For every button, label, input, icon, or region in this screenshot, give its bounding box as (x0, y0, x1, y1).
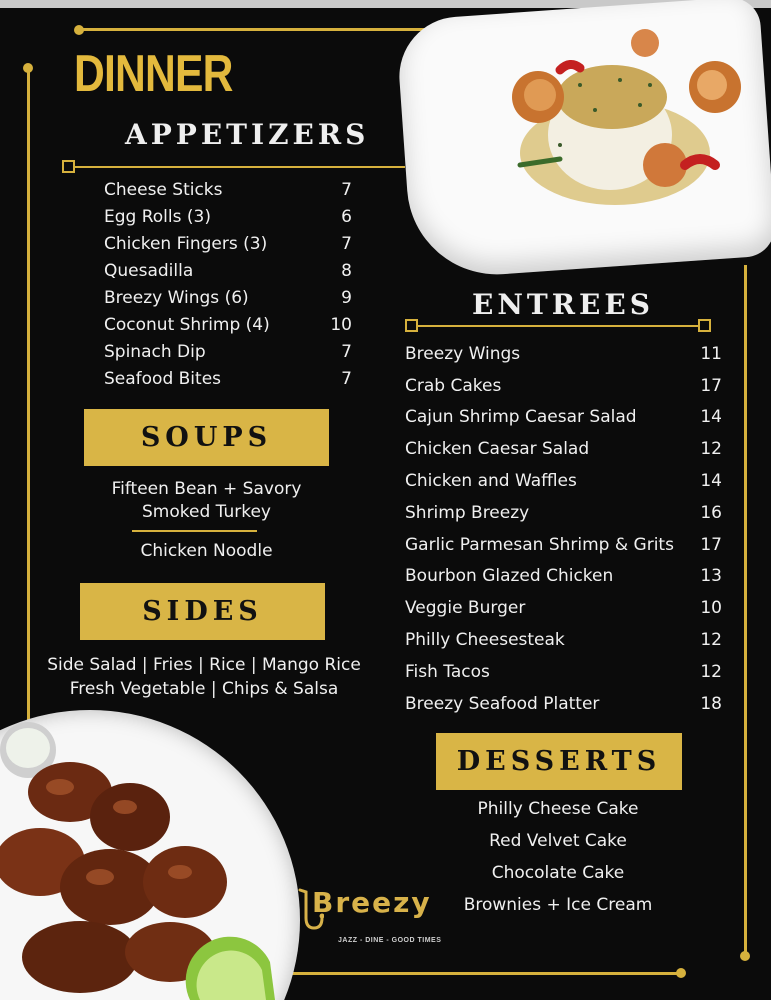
entree-item (405, 561, 722, 593)
desserts-banner: DESSERTS (436, 733, 682, 790)
appetizers-rule-line (75, 166, 405, 168)
item-price: 16 (700, 502, 722, 523)
sides-line: Fresh Vegetable | Chips & Salsa (69, 679, 339, 699)
item-price: 8 (341, 260, 352, 281)
appetizer-item (104, 365, 352, 392)
entree-item (405, 688, 722, 720)
item-name: Fish Tacos (405, 661, 490, 682)
item-price: 7 (341, 233, 352, 254)
appetizers-list (104, 176, 352, 392)
breezy-logo-text: Breezy (312, 886, 432, 919)
item-price: 14 (700, 471, 722, 492)
item-price: 7 (341, 341, 352, 362)
item-price: 10 (330, 314, 352, 335)
item-name: Chicken and Waffles (405, 471, 577, 492)
appetizer-item (104, 338, 352, 365)
entree-item (405, 656, 722, 688)
frame-line-top (82, 28, 452, 31)
item-price: 17 (700, 375, 722, 396)
item-name: Shrimp Breezy (405, 502, 530, 523)
soups-divider (132, 530, 257, 532)
shrimp-grits-food-image (500, 25, 760, 215)
dessert-item: Red Velvet Cake (489, 831, 627, 851)
item-name: Spinach Dip (104, 341, 206, 362)
entrees-rule-square-right (698, 319, 711, 332)
appetizers-heading: APPETIZERS (125, 118, 370, 151)
item-name: Quesadilla (104, 260, 194, 281)
appetizer-item (104, 257, 352, 284)
item-name: Chicken Fingers (3) (104, 233, 268, 254)
item-name: Breezy Seafood Platter (405, 693, 600, 714)
item-name: Garlic Parmesan Shrimp & Grits (405, 534, 674, 555)
entrees-heading: ENTREES (472, 288, 654, 321)
entree-item (405, 592, 722, 624)
dessert-item: Philly Cheese Cake (477, 799, 639, 819)
appetizer-item (104, 284, 352, 311)
sides-banner: SIDES (80, 583, 325, 640)
item-name: Seafood Bites (104, 368, 222, 389)
appetizers-rule-square (62, 160, 75, 173)
dessert-item: Brownies + Ice Cream (463, 895, 653, 915)
entrees-rule-line (418, 325, 698, 327)
item-price: 12 (700, 439, 722, 460)
entree-item (405, 338, 722, 370)
item-name: Veggie Burger (405, 598, 526, 619)
entree-item (405, 433, 722, 465)
frame-dot-right-bottom (740, 951, 750, 961)
item-name: Breezy Wings (6) (104, 287, 249, 308)
item-price: 12 (700, 630, 722, 651)
item-name: Breezy Wings (405, 343, 521, 364)
item-price: 7 (341, 179, 352, 200)
soup-item: Chicken Noodle (140, 541, 273, 561)
item-price: 9 (341, 287, 352, 308)
menu-title: DINNER (74, 45, 233, 103)
appetizer-item (104, 176, 352, 203)
entrees-list (405, 338, 722, 720)
item-name: Egg Rolls (3) (104, 206, 211, 227)
item-price: 12 (700, 661, 722, 682)
item-price: 13 (700, 566, 722, 587)
appetizer-item (104, 230, 352, 257)
entree-item (405, 529, 722, 561)
item-name: Coconut Shrimp (4) (104, 314, 270, 335)
item-price: 14 (700, 407, 722, 428)
item-price: 11 (700, 343, 722, 364)
appetizer-item (104, 311, 352, 338)
dessert-item: Chocolate Cake (491, 863, 625, 883)
item-name: Cheese Sticks (104, 179, 223, 200)
entree-item (405, 370, 722, 402)
item-price: 17 (700, 534, 722, 555)
frame-line-left (27, 68, 30, 810)
frame-line-bottom (240, 972, 680, 975)
entree-item (405, 497, 722, 529)
item-name: Bourbon Glazed Chicken (405, 566, 614, 587)
item-name: Philly Cheesesteak (405, 630, 565, 651)
bourbon-wings-food-image (0, 712, 290, 1000)
item-price: 7 (341, 368, 352, 389)
appetizer-item (104, 203, 352, 230)
frame-dot-bottom-right (676, 968, 686, 978)
frame-dot-top-left (74, 25, 84, 35)
sides-line: Side Salad | Fries | Rice | Mango Rice (47, 655, 361, 675)
entree-item (405, 402, 722, 434)
soup-item: Smoked Turkey (142, 502, 271, 522)
soup-item: Fifteen Bean + Savory (111, 479, 302, 499)
item-price: 18 (700, 693, 722, 714)
soups-banner: SOUPS (84, 409, 329, 466)
item-price: 6 (341, 206, 352, 227)
frame-dot-left-top (23, 63, 33, 73)
entrees-rule-square-left (405, 319, 418, 332)
frame-line-right (744, 265, 747, 955)
entree-item (405, 465, 722, 497)
item-name: Crab Cakes (405, 375, 502, 396)
logo-tagline: JAZZ - DINE - GOOD TIMES (338, 937, 442, 944)
item-name: Chicken Caesar Salad (405, 439, 590, 460)
item-price: 10 (700, 598, 722, 619)
item-name: Cajun Shrimp Caesar Salad (405, 407, 637, 428)
entree-item (405, 624, 722, 656)
